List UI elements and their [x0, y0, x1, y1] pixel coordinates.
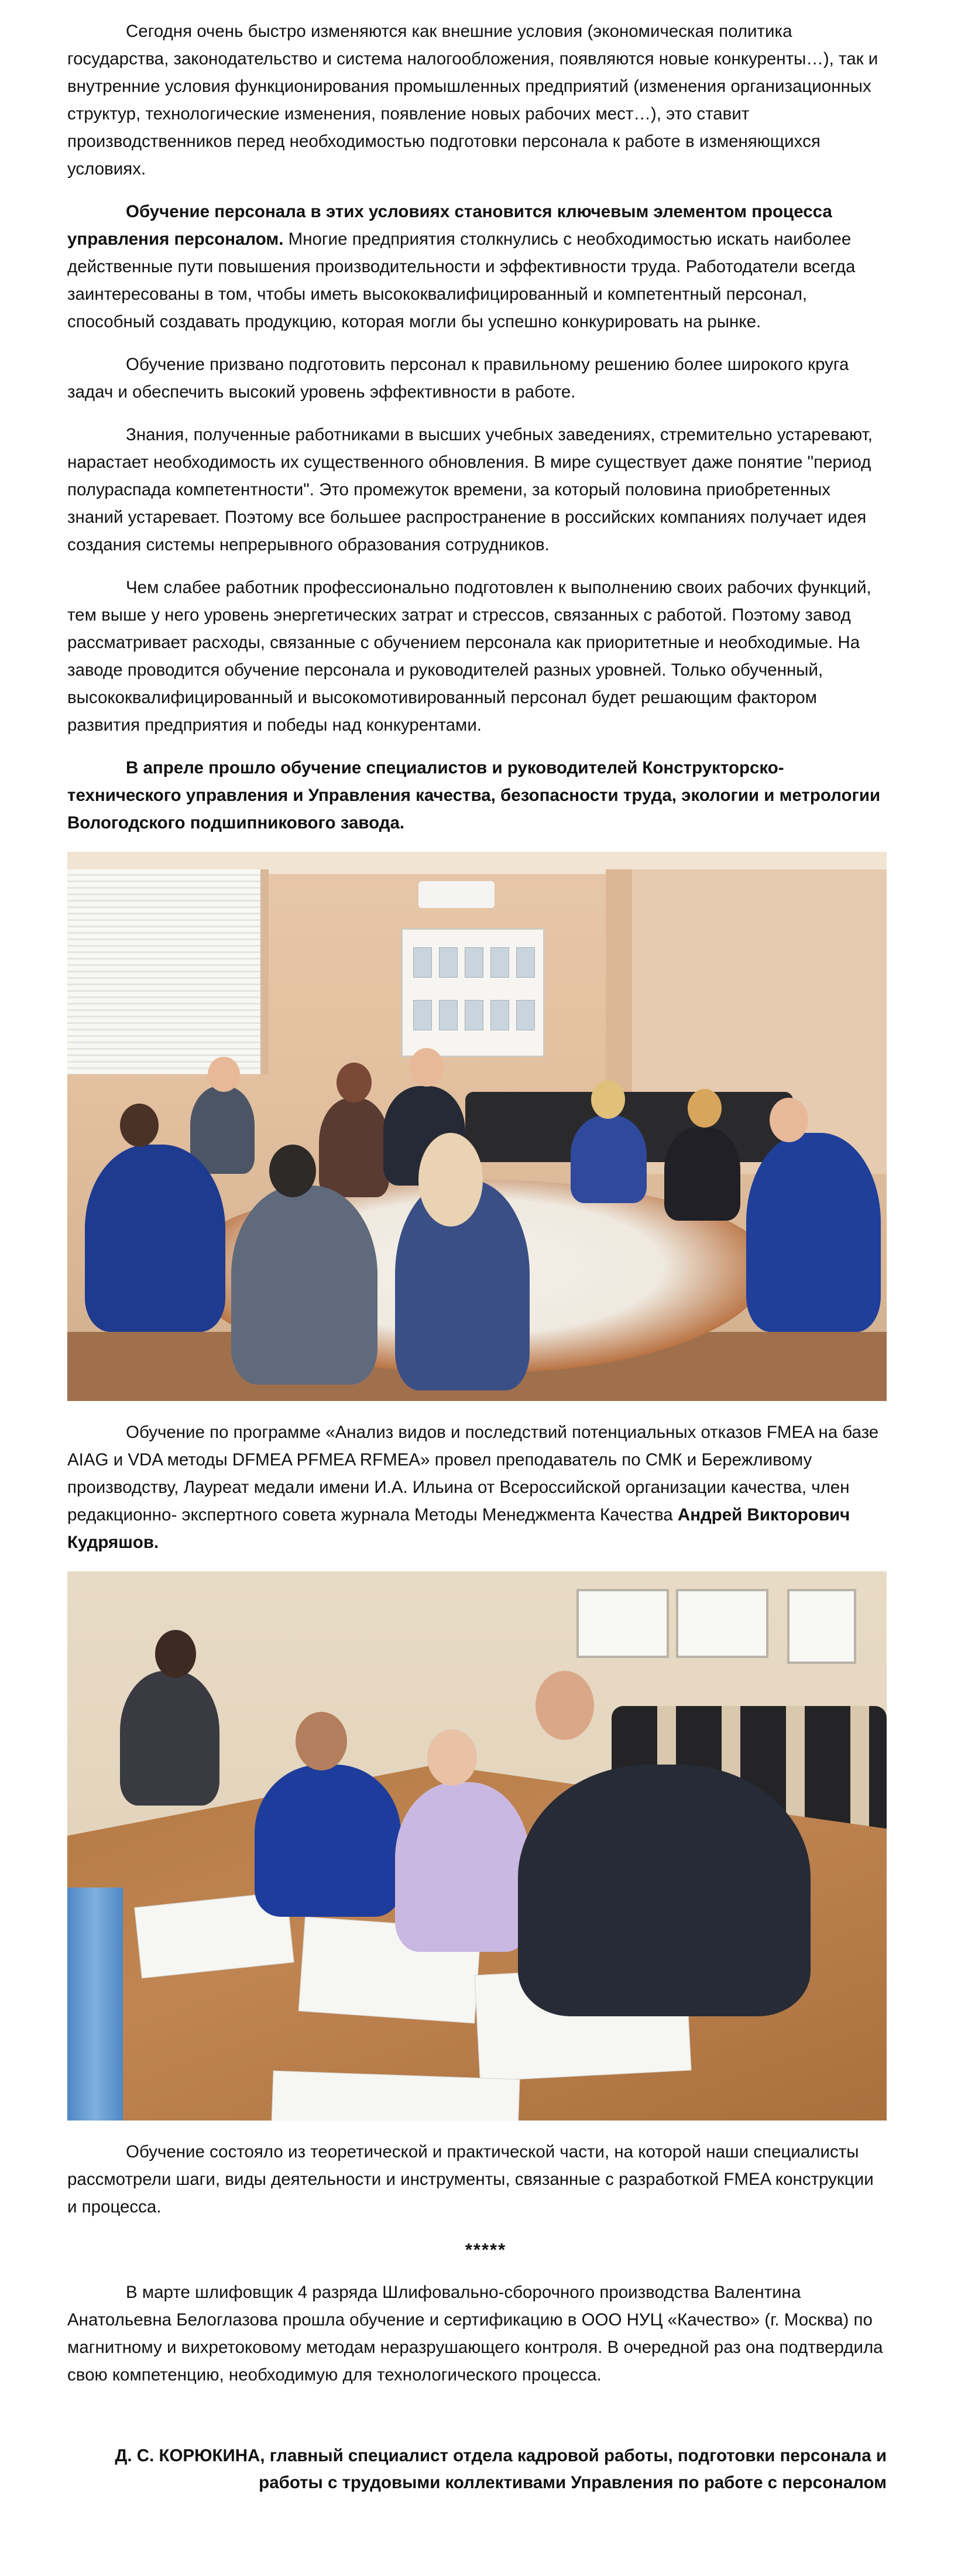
photo-window-blinds [67, 869, 269, 1074]
photo-certificate-frame [576, 1589, 669, 1658]
photo-meeting-room [67, 852, 887, 1401]
signature-line-2: работы с трудовыми коллективами Управления по работе с персоналом [259, 2473, 887, 2492]
section-separator: ***** [465, 2239, 507, 2260]
paragraph-training-key-rest: Многие предприятия столкнулись с необходимостью искать наиболее действенные пути повышения производительности и эффективности труда. Работодатели всегда заинтересованы в том, чтобы иметь высококвалифицированный и компетентный персонал, способный создавать продукцию, которая могли бы успешно конкурировать на рынке. [67, 229, 856, 331]
paragraph-preparedness: Чем слабее работник профессионально подготовлен к выполнению своих рабочих функций, тем выше у него уровень энергетических затрат и стрессов, связанных с работой. Поэтому завод рассматривает расходы, связанные с обучением персонала как приоритетные и необходимые. На заводе проводится обучение персонала и руководителей разных уровней. Только обученный, высококвалифицированный и высокомотивированный персонал будет решающим фактором развития предприятия и победы над конкурентами. [67, 578, 871, 735]
photo-flag [67, 1888, 123, 2121]
photo-certificate-frame [787, 1589, 856, 1664]
photo-meeting-room-scene [67, 852, 887, 1401]
paragraph-march-certification: В марте шлифовщик 4 разряда Шлифовально-сборочного производства Валентина Анатольевна Белоглазова прошла обучение и сертификацию в ООО НУЦ «Качество» (г. Москва) по магнитному и вихретоковому методам неразрушающего контроля. В очередной раз она подтвердила свою компетенцию, необходимую для технологического процесса. [67, 2283, 883, 2385]
photo-paper [272, 2071, 520, 2121]
author-signature [67, 2443, 887, 2496]
paragraph-training-key-bold: Обучение персонала в этих условиях становится ключевым элементом процесса управления персоналом. [67, 202, 832, 249]
photo-air-conditioner [418, 881, 495, 908]
photo-workshop-scene [67, 1571, 887, 2121]
photo-certificate-frame [676, 1589, 768, 1658]
photo-info-board [401, 928, 545, 1057]
paragraph-fmea-teacher-name: Андрей Викторович Кудряшов. [67, 1505, 850, 1552]
paragraph-intro: Сегодня очень быстро изменяются как внешние условия (экономическая политика государства, законодательство и система налогообложения, появляются новые конкуренты…), так и внутренние условия функционирования промышленных предприятий (изменения организационных структур, технологические изменения, появление новых рабочих мест…), это ставит производственников перед необходимостью подготовки персонала к работе в изменяющихся условиях. [67, 22, 878, 179]
paragraph-april-training-bold: В апреле прошло обучение специалистов и руководителей Конструкторско-технического управления и Управления качества, безопасности труда, экологии и метрологии Вологодского подшипникового завода. [67, 758, 881, 833]
photo-workshop [67, 1571, 887, 2121]
paragraph-fmea-program [67, 1419, 887, 1556]
document-body [67, 18, 887, 2496]
paragraph-april-training [67, 754, 887, 837]
paragraph-fmea-content: Обучение состояло из теоретической и практической части, на которой наши специалисты рассмотрели шаги, виды деятельности и инструменты, связанные с разработкой FMEA конструкции и процесса. [67, 2142, 874, 2217]
paragraph-fmea-program-text: Обучение по программе «Анализ видов и последствий потенциальных отказов FMEA на базе AIAG и VDA методы DFMEA PFMEA RFMEA» провел преподаватель по СМК и Бережливому производству, Лауреат медали имени И.А. Ильина от Всероссийской организации качества, член редакционно- экспертного совета журнала Методы Менеджмента Качества [67, 1423, 879, 1525]
paragraph-training-purpose: Обучение призвано подготовить персонал к правильному решению более широкого круга задач и обеспечить высокий уровень эффективности в работе. [67, 355, 849, 402]
paragraph-training-key [67, 198, 887, 335]
signature-line-1: Д. С. КОРЮКИНА, главный специалист отдела кадровой работы, подготовки персонала и [115, 2446, 887, 2465]
paragraph-knowledge: Знания, полученные работниками в высших учебных заведениях, стремительно устаревают, нарастает необходимость их существенного обновления. В мире существует даже понятие "период полураспада компетентности". Это промежуток времени, за который половина приобретенных знаний устаревает. Поэтому все большее распространение в российских компаниях получает идея создания системы непрерывного образования сотрудников. [67, 425, 873, 554]
